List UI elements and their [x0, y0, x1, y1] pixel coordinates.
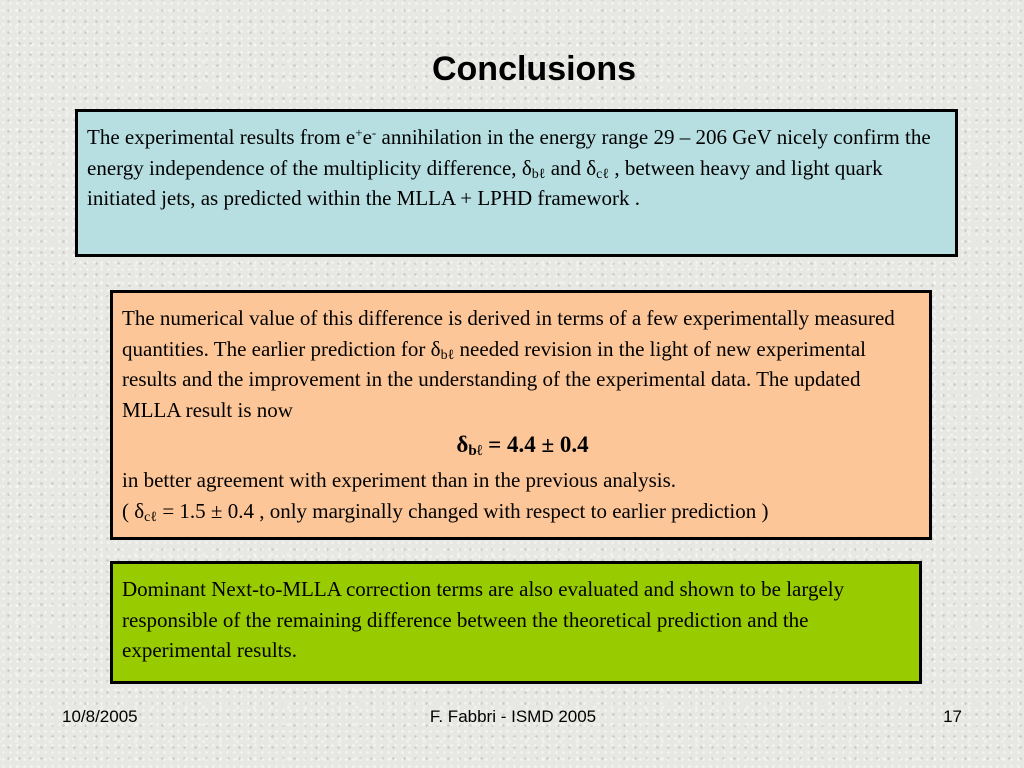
conclusion-box-energy-independence — [75, 109, 958, 257]
footer-date: 10/8/2005 — [62, 707, 138, 726]
delta-c-note: ( $\delta_{c\ell} = 1.5 \pm 0.4$ , only marginally changed with respect to earlier prediction ) — [122, 498, 769, 525]
footer-page-number: 17 — [943, 707, 962, 726]
agreement-text: in better agreement with experiment than in the previous analysis. — [122, 468, 676, 492]
energy-independence-text: The experimental results from e+e- annihilation in the energy range 29 – 206 GeV nicely confirm the energy independence of the multiplicity difference, $\delta_{b\ell}$ and $\delta_{c\ell}$ , between heavy and light quark initiated jets, as predicted within the MLLA + LPHD framework . — [87, 125, 931, 210]
conclusion-box-mlla-result — [110, 290, 932, 540]
slide-title: Conclusions — [431, 50, 637, 88]
conclusion-box-next-to-mlla — [110, 561, 922, 684]
footer-presentation: F. Fabbri - ISMD 2005 — [429, 707, 597, 726]
derivation-text: The numerical value of this difference is derived in terms of a few experimentally measured quantities. The earlier prediction for $\delta_{b\ell}$ needed revision in the light of new experimental results and the improvement in the understanding of the experimental data. The updated MLLA result is now — [122, 306, 895, 422]
next-to-mlla-text: Dominant Next-to-MLLA correction terms are also evaluated and shown to be largely responsible of the remaining difference between the theoretical prediction and the experimental results. — [122, 577, 845, 662]
mlla-result-formula: $\delta_{b\ell} = 4.4 \pm 0.4$ — [456, 432, 589, 459]
